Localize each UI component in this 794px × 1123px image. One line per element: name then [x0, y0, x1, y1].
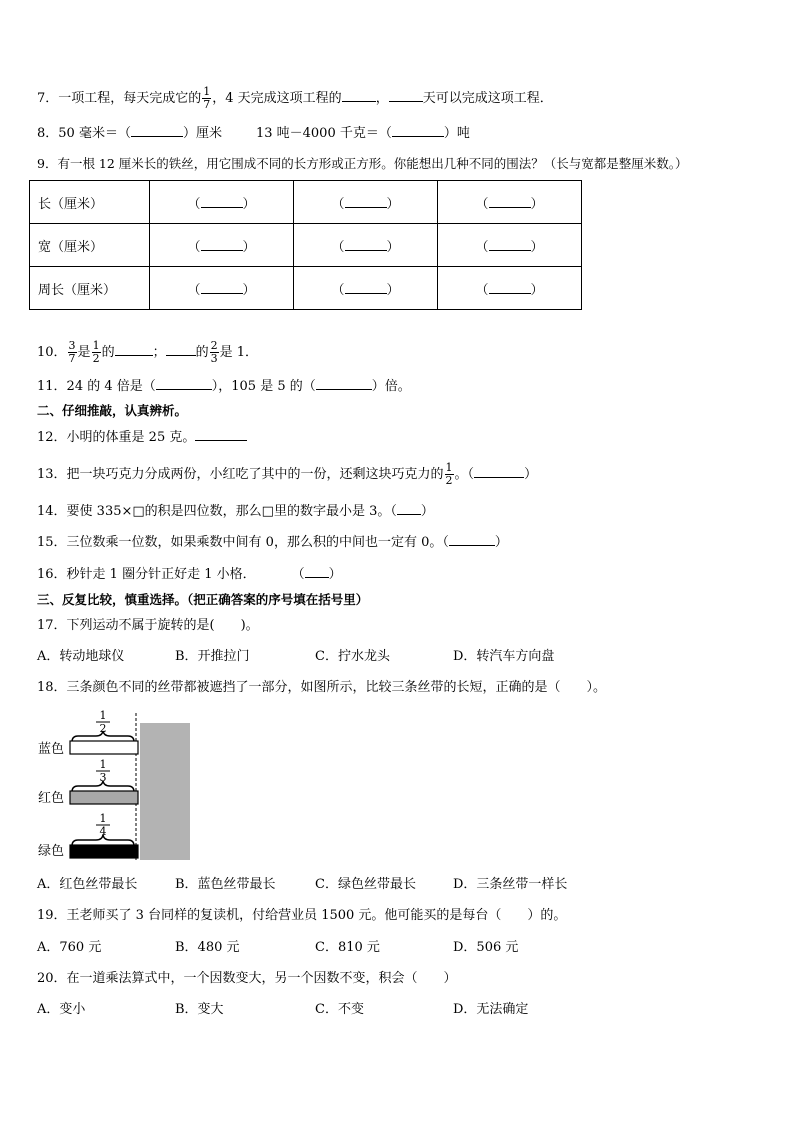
fraction-three-sevenths: $\frac{3}{7}$: [68, 339, 76, 365]
ribbon-label-red: 红色: [38, 791, 65, 806]
row-header-length: 长（厘米）: [30, 181, 150, 224]
fraction-two-thirds: $\frac{2}{3}$: [210, 339, 218, 365]
question-17: 17．下列运动不属于旋转的是( )。: [37, 618, 259, 633]
table-cell[interactable]: （ ）: [150, 224, 294, 267]
table-row: [30, 181, 582, 224]
ribbon-green: [70, 845, 138, 858]
cover-board: [140, 723, 190, 860]
answer-blank[interactable]: [166, 343, 196, 356]
option-d[interactable]: D．三条丝带一样长: [453, 877, 568, 892]
section-2-heading: 二、仔细推敲，认真辨析。: [37, 403, 188, 418]
table-cell[interactable]: （ ）: [438, 224, 582, 267]
answer-blank[interactable]: [449, 533, 495, 546]
ribbon-figure: [30, 705, 200, 865]
answer-blank[interactable]: [389, 89, 423, 102]
fraction-denominator: 4: [99, 825, 107, 838]
answer-blank[interactable]: [195, 428, 247, 441]
answer-blank[interactable]: [305, 565, 329, 578]
answer-blank[interactable]: [392, 124, 444, 137]
answer-blank[interactable]: [131, 124, 183, 137]
question-9: 9．有一根 12 厘米长的铁丝，用它围成不同的长方形或正方形。你能想出几种不同的围法？（长与宽都是整厘米数。）: [37, 156, 688, 171]
table-row: [30, 267, 582, 310]
ribbon-label-green: 绿色: [38, 844, 65, 859]
answer-blank[interactable]: [156, 377, 212, 390]
brace-icon: [72, 781, 134, 792]
answer-blank[interactable]: [316, 377, 372, 390]
option-b[interactable]: B．开推拉门: [175, 649, 250, 664]
option-a[interactable]: A．红色丝带最长: [37, 877, 138, 892]
question-18: 18．三条颜色不同的丝带都被遮挡了一部分，如图所示，比较三条丝带的长短，正确的是（ ）。: [37, 680, 607, 695]
table-row: [30, 224, 582, 267]
question-20: 20．在一道乘法算式中，一个因数变大，另一个因数不变，积会（ ）: [37, 971, 457, 986]
fraction-one-half: $\frac{1}{2}$: [445, 461, 453, 487]
question-12: 12．小明的体重是 25 克。: [37, 428, 247, 447]
question-16: 16．秒针走 1 圈分针正好走 1 小格． （ ）: [37, 567, 342, 582]
question-10: 10． $\frac{3}{7}$ 是 $\frac{1}{2}$ 的 ； 的 $\frac{2}{3}$ 是 1．: [37, 339, 259, 365]
table-cell[interactable]: （ ）: [150, 267, 294, 310]
table-cell[interactable]: （ ）: [438, 267, 582, 310]
table-cell[interactable]: （ ）: [150, 181, 294, 224]
question-14: 14．要使 335×□的积是四位数，那么□里的数字最小是 3。（ ）: [37, 504, 434, 519]
option-d[interactable]: D．转汽车方向盘: [453, 649, 555, 664]
fraction-numerator: 1: [99, 758, 107, 771]
table-cell[interactable]: （ ）: [294, 224, 438, 267]
answer-blank[interactable]: [342, 89, 376, 102]
table-cell[interactable]: （ ）: [294, 267, 438, 310]
fraction-one-half: $\frac{1}{2}$: [92, 339, 100, 365]
question-19: 19．王老师买了 3 台同样的复读机，付给营业员 1500 元。他可能买的是每台（ ）的。: [37, 908, 567, 923]
option-c[interactable]: C．810 元: [315, 940, 380, 955]
answer-blank[interactable]: [115, 343, 153, 356]
question-7: 7．一项工程，每天完成它的 $\frac{1}{7}$ ，4 天完成这项工程的 ， 天可以完成这项工程．: [37, 85, 553, 111]
option-a[interactable]: A．变小: [37, 1002, 86, 1017]
question-8: 8．50 毫米＝（ ）厘米 13 吨－4000 千克＝（ ）吨: [37, 126, 470, 141]
option-a[interactable]: A．760 元: [37, 940, 102, 955]
option-c[interactable]: C．绿色丝带最长: [315, 877, 416, 892]
ribbon-red: [70, 791, 138, 804]
option-d[interactable]: D．无法确定: [453, 1002, 529, 1017]
option-a[interactable]: A．转动地球仪: [37, 649, 125, 664]
answer-blank[interactable]: [474, 465, 524, 478]
table-cell[interactable]: （ ）: [294, 181, 438, 224]
answer-blank[interactable]: [397, 502, 421, 515]
brace-icon: [72, 835, 134, 846]
perimeter-table: [29, 180, 582, 310]
row-header-perimeter: 周长（厘米）: [30, 267, 150, 310]
option-c[interactable]: C．拧水龙头: [315, 649, 390, 664]
fraction-numerator: 1: [99, 709, 107, 722]
option-d[interactable]: D．506 元: [453, 940, 519, 955]
option-b[interactable]: B．蓝色丝带最长: [175, 877, 276, 892]
fraction-denominator: 3: [99, 771, 107, 784]
table-cell[interactable]: （ ）: [438, 181, 582, 224]
ribbon-blue: [70, 741, 138, 754]
section-3-heading: 三、反复比较，慎重选择。（把正确答案的序号填在括号里）: [37, 592, 369, 607]
fraction-numerator: 1: [99, 812, 107, 825]
question-11: 11．24 的 4 倍是（ ），105 是 5 的（ ）倍。: [37, 379, 411, 394]
row-header-width: 宽（厘米）: [30, 224, 150, 267]
option-c[interactable]: C．不变: [315, 1002, 364, 1017]
ribbon-label-blue: 蓝色: [38, 742, 65, 757]
question-15: 15．三位数乘一位数，如果乘数中间有 0，那么积的中间也一定有 0。（ ）: [37, 535, 508, 550]
option-b[interactable]: B．变大: [175, 1002, 224, 1017]
question-13: 13．把一块巧克力分成两份，小红吃了其中的一份，还剩这块巧克力的 $\frac{1}{2}$ 。（ ）: [37, 461, 538, 487]
option-b[interactable]: B．480 元: [175, 940, 240, 955]
fraction-one-seventh: $\frac{1}{7}$: [203, 85, 211, 111]
fraction-denominator: 2: [99, 722, 107, 735]
brace-icon: [72, 731, 134, 742]
